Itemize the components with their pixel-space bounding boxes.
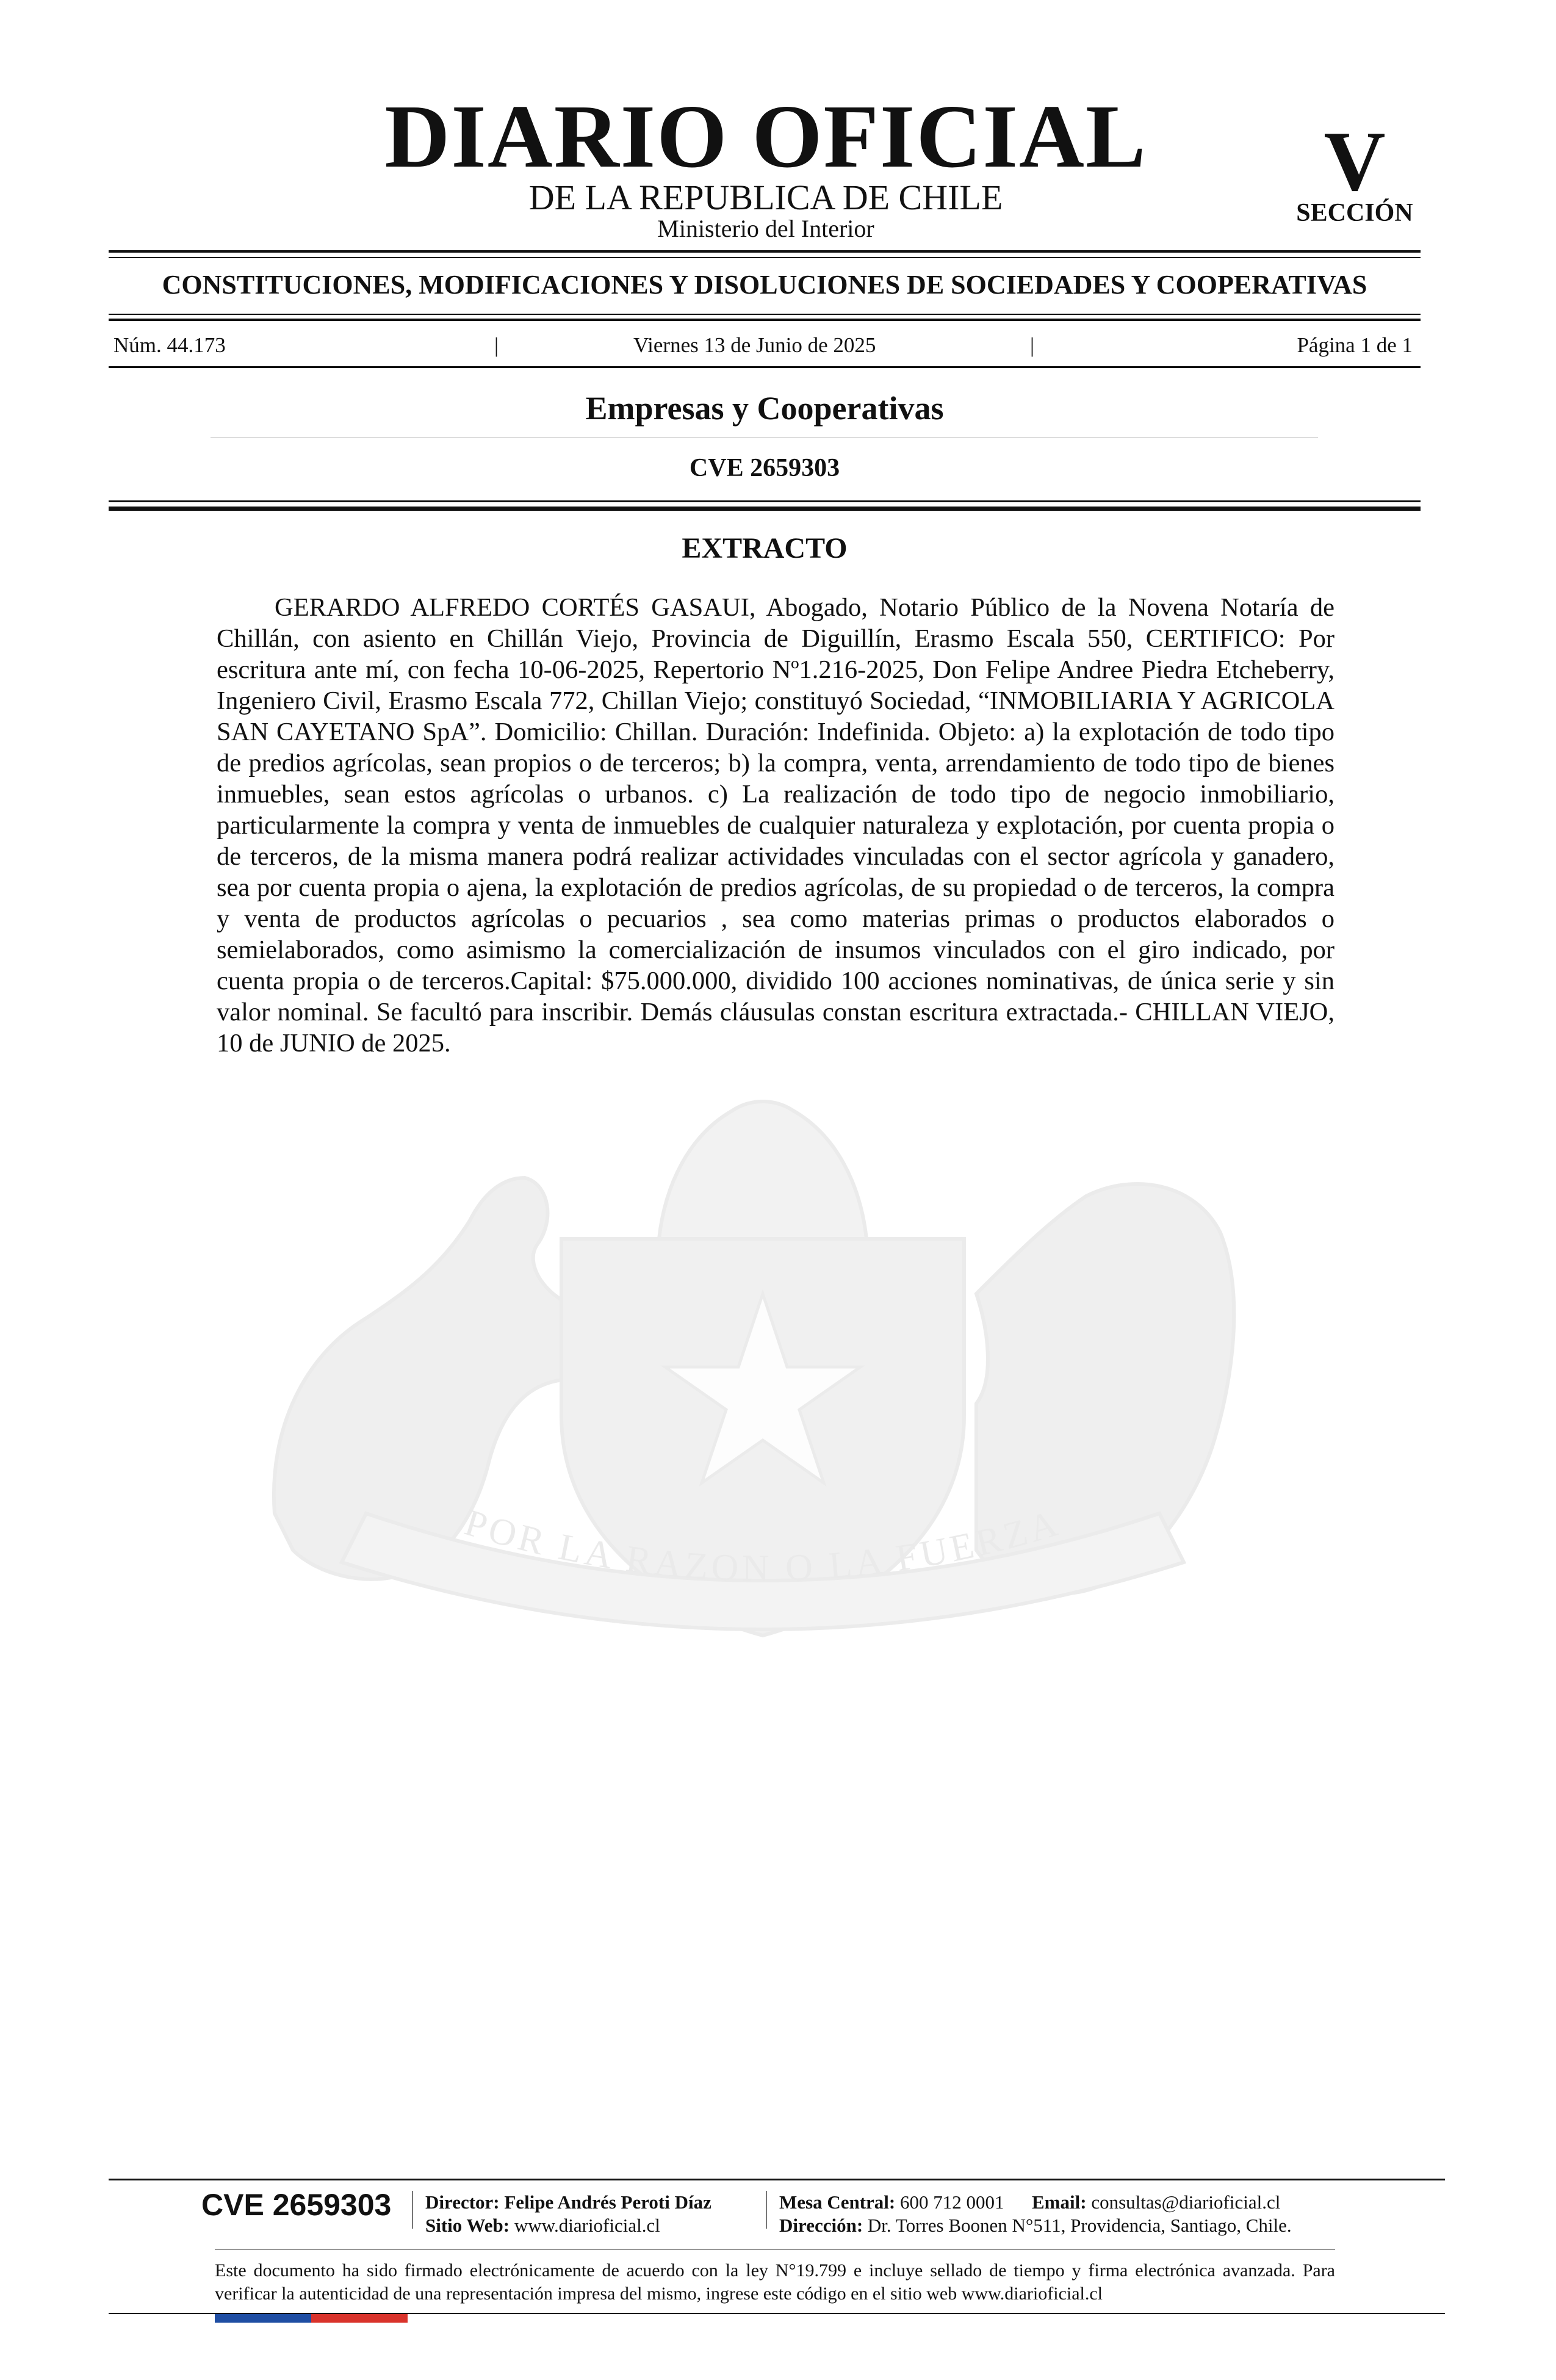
- section-label: SECCIÓN: [1296, 199, 1413, 227]
- signature-disclaimer: Este documento ha sido firmado electrónicamente de acuerdo con la ley N°19.799 e incluye sellado de tiempo y firma electrónica avanzada. Para verificar la autenticidad de una representación impresa del mismo, ingrese este código en el sitio web www.diarioficial.cl: [215, 2260, 1335, 2304]
- phone-number: 600 712 0001: [900, 2191, 1004, 2213]
- issue-page: Página 1 de 1: [1297, 333, 1413, 357]
- footer-contact: [779, 2191, 1426, 2214]
- address-label: Dirección:: [779, 2215, 863, 2236]
- cve-rule: [109, 500, 1421, 502]
- extract-body: GERARDO ALFREDO CORTÉS GASAUI, Abogado, Notario Público de la Novena Notaría de Chillán, con asiento en Chillán Viejo, Provincia de Diguillín, Erasmo Escala 550, CERTIFICO: Por escritura ante mí, con fecha 10-06-2025, Repertorio Nº1.216-2025, Don Felipe Andree Piedra Etcheberry, Ingeniero Civil, Erasmo Escala 772, Chillan Viejo; constituyó Sociedad, “INMOBILIARIA Y AGRICOLA SAN CAYETANO SpA”. Domicilio: Chillan. Duración: Indefinida. Objeto: a) la explotación de todo tipo de predios agrícolas, sean propios o de terceros; b) la compra, venta, arrendamiento de todo tipo de bienes inmuebles, sean estos agrícolas o urbanos. c) La realización de todo tipo de negocio inmobiliario, particularmente la compra y venta de inmuebles de cualquier naturaleza y explotación, por cuenta propia o de terceros, de la misma manera podrá realizar actividades vinculadas con el sector agrícola y ganadero, sea por cuenta propia o ajena, la explotación de predios agrícolas, de su propiedad o de terceros, la compra y venta de productos agrícolas o pecuarios , sea como materias primas o productos elaborados o semielaborados, como asimismo la comercialización de insumos vinculados con el giro indicado, por cuenta propia o de terceros.Capital: $75.000.000, dividido 100 acciones nominativas, de única serie y sin valor nominal. Se facultó para inscribir. Demás cláusulas constan escritura extractada.- CHILLAN VIEJO, 10 de JUNIO de 2025.: [217, 593, 1334, 1058]
- category-rule: [109, 314, 1421, 315]
- website-label: Sitio Web:: [425, 2215, 510, 2236]
- issue-separator: |: [494, 333, 499, 357]
- footer-website: [425, 2214, 767, 2237]
- email-link[interactable]: consultas@diarioficial.cl: [1091, 2191, 1281, 2213]
- masthead-ministry: Ministerio del Interior: [657, 215, 874, 242]
- category-rule: [109, 319, 1421, 321]
- section-letter: V: [1324, 114, 1386, 209]
- phone-label: Mesa Central:: [779, 2191, 896, 2213]
- footer-divider: [412, 2191, 413, 2229]
- website-link[interactable]: www.diarioficial.cl: [514, 2215, 660, 2236]
- address-text: Dr. Torres Boonen N°511, Providencia, Santiago, Chile.: [867, 2215, 1292, 2236]
- watermark-motto: POR LA RAZON O LA FUERZA: [459, 1501, 1066, 1590]
- footer-rule: [109, 2179, 1445, 2180]
- masthead-title: DIARIO OFICIAL: [384, 87, 1147, 187]
- issue-rule: [109, 366, 1421, 368]
- director-name: Felipe Andrés Peroti Díaz: [504, 2191, 711, 2213]
- director-label: Director:: [425, 2191, 500, 2213]
- category-banner: CONSTITUCIONES, MODIFICACIONES Y DISOLUCIONES DE SOCIEDADES Y COOPERATIVAS: [162, 270, 1367, 300]
- flag-stripe-blue: [215, 2314, 311, 2323]
- coat-of-arms-watermark: [183, 1037, 1342, 1678]
- issue-date: Viernes 13 de Junio de 2025: [633, 333, 876, 357]
- footer-director: [425, 2191, 767, 2214]
- issue-number: Núm. 44.173: [113, 333, 226, 357]
- footer-inner-rule: [215, 2249, 1335, 2250]
- header-rule: [109, 257, 1421, 258]
- cve-code: CVE 2659303: [689, 454, 840, 482]
- cve-rule: [109, 507, 1421, 511]
- email-label: Email:: [1032, 2191, 1087, 2213]
- footer-address: [779, 2214, 1426, 2237]
- masthead-subtitle: DE LA REPUBLICA DE CHILE: [528, 178, 1003, 217]
- document-title: EXTRACTO: [682, 532, 848, 564]
- heading-divider: [211, 437, 1318, 438]
- footer-cve-code: CVE 2659303: [201, 2188, 392, 2222]
- issue-separator: |: [1030, 333, 1035, 357]
- header-rule: [109, 250, 1421, 253]
- flag-stripe-red: [311, 2314, 408, 2323]
- section-heading: Empresas y Cooperativas: [585, 390, 944, 427]
